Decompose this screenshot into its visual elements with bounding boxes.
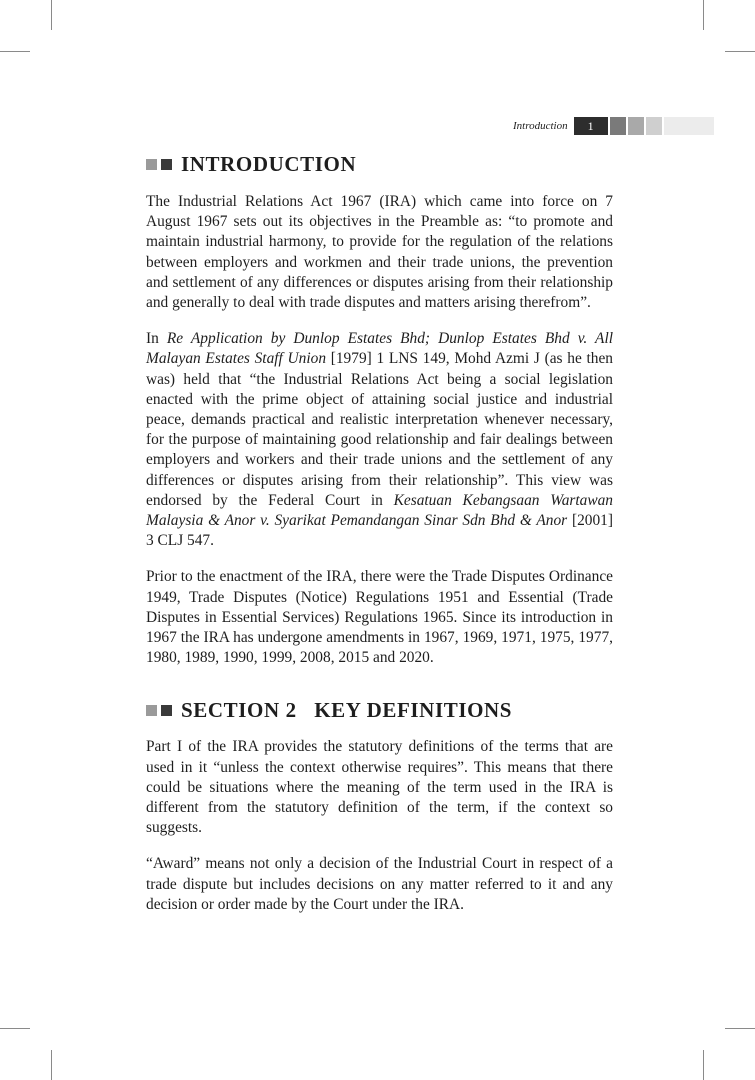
header-block-4 <box>664 117 714 135</box>
crop-mark-top-left-h <box>0 51 30 52</box>
heading-text: INTRODUCTION <box>181 152 357 176</box>
text-run: [2001] 3 CLJ 547. <box>146 512 614 550</box>
paragraph-ira-objectives: The Industrial Relations Act 1967 (IRA) which came into force on 7 August 1967 sets out its objectives in the Preamble as: “to promote and maintain industrial harmony, to provide for the regulation of the relations between employers and workmen and their trade unions, the prevention and settlement of any differences or disputes arising from their relationship and generally to deal with trade disputes and matters arising therefrom”. <box>146 193 613 312</box>
running-head-label: Introduction <box>513 120 568 132</box>
page-number: 1 <box>574 117 608 135</box>
section-heading-introduction <box>146 152 613 177</box>
paragraph-dunlop-case <box>146 329 613 551</box>
heading-square-light-icon <box>146 705 157 716</box>
heading-square-dark-icon <box>161 705 172 716</box>
case-citation-kesatuan: Kesatuan Kebangsaan Wartawan Malaysia & Anor v. Syarikat Pemandangan Sinar Sdn Bhd & Anor <box>146 491 614 530</box>
section-heading-key-definitions <box>146 698 613 723</box>
header-block-2 <box>628 117 644 135</box>
crop-mark-top-right-v <box>703 0 704 30</box>
paragraph-prior-legislation: Prior to the enactment of the IRA, there were the Trade Disputes Ordinance 1949, Trade Disputes (Notice) Regulations 1951 and Essential (Trade Disputes in Essential Services) Regulations 1965. Since its introduction in 1967 the IRA has undergone amendments in 1967, 1969, 1971, 1975, 1977, 1980, 1989, 1990, 1999, 2008, 2015 and 2020. <box>146 568 613 667</box>
crop-mark-bottom-left-h <box>0 1028 30 1029</box>
heading-square-light-icon <box>146 159 157 170</box>
case-citation-dunlop: Re Application by Dunlop Estates Bhd; Dunlop Estates Bhd v. All Malayan Estates Staff Union <box>146 330 614 368</box>
heading-square-dark-icon <box>161 159 172 170</box>
crop-mark-bottom-right-v <box>703 1050 704 1080</box>
heading-text: SECTION 2 KEY DEFINITIONS <box>181 698 513 723</box>
crop-mark-bottom-left-v <box>51 1050 52 1080</box>
crop-mark-bottom-right-h <box>725 1028 755 1029</box>
text-run: [1979] 1 LNS 149, Mohd Azmi J (as he then was) held that “the Industrial Relations Act being a social legislation enacted with the prime object of attaining social justice and industrial peace, demands practical and realistic interpretation whenever necessary, for the purpose of maintaining good relationship and fair dealings between employers and workers and their trade unions and the settlement of any differences or disputes arising from their relationship”. This view was endorsed by the Federal Court in <box>146 350 613 509</box>
page-content <box>146 152 613 915</box>
header-block-3 <box>646 117 662 135</box>
crop-mark-top-right-h <box>725 51 755 52</box>
crop-mark-top-left-v <box>51 0 52 30</box>
paragraph-award-definition: “Award” means not only a decision of the Industrial Court in respect of a trade dispute but includes decisions on any matter referred to it and any decision or order made by the Court under the IRA. <box>146 855 613 913</box>
running-head <box>513 117 714 135</box>
paragraph-part-one-definitions: Part I of the IRA provides the statutory definitions of the terms that are used in it “unless the context otherwise requires”. This means that there could be situations where the meaning of the term used in the IRA is different from the statutory definition of the term, if the context so suggests. <box>146 738 613 837</box>
header-block-1 <box>610 117 626 135</box>
text-run: In <box>146 330 167 348</box>
